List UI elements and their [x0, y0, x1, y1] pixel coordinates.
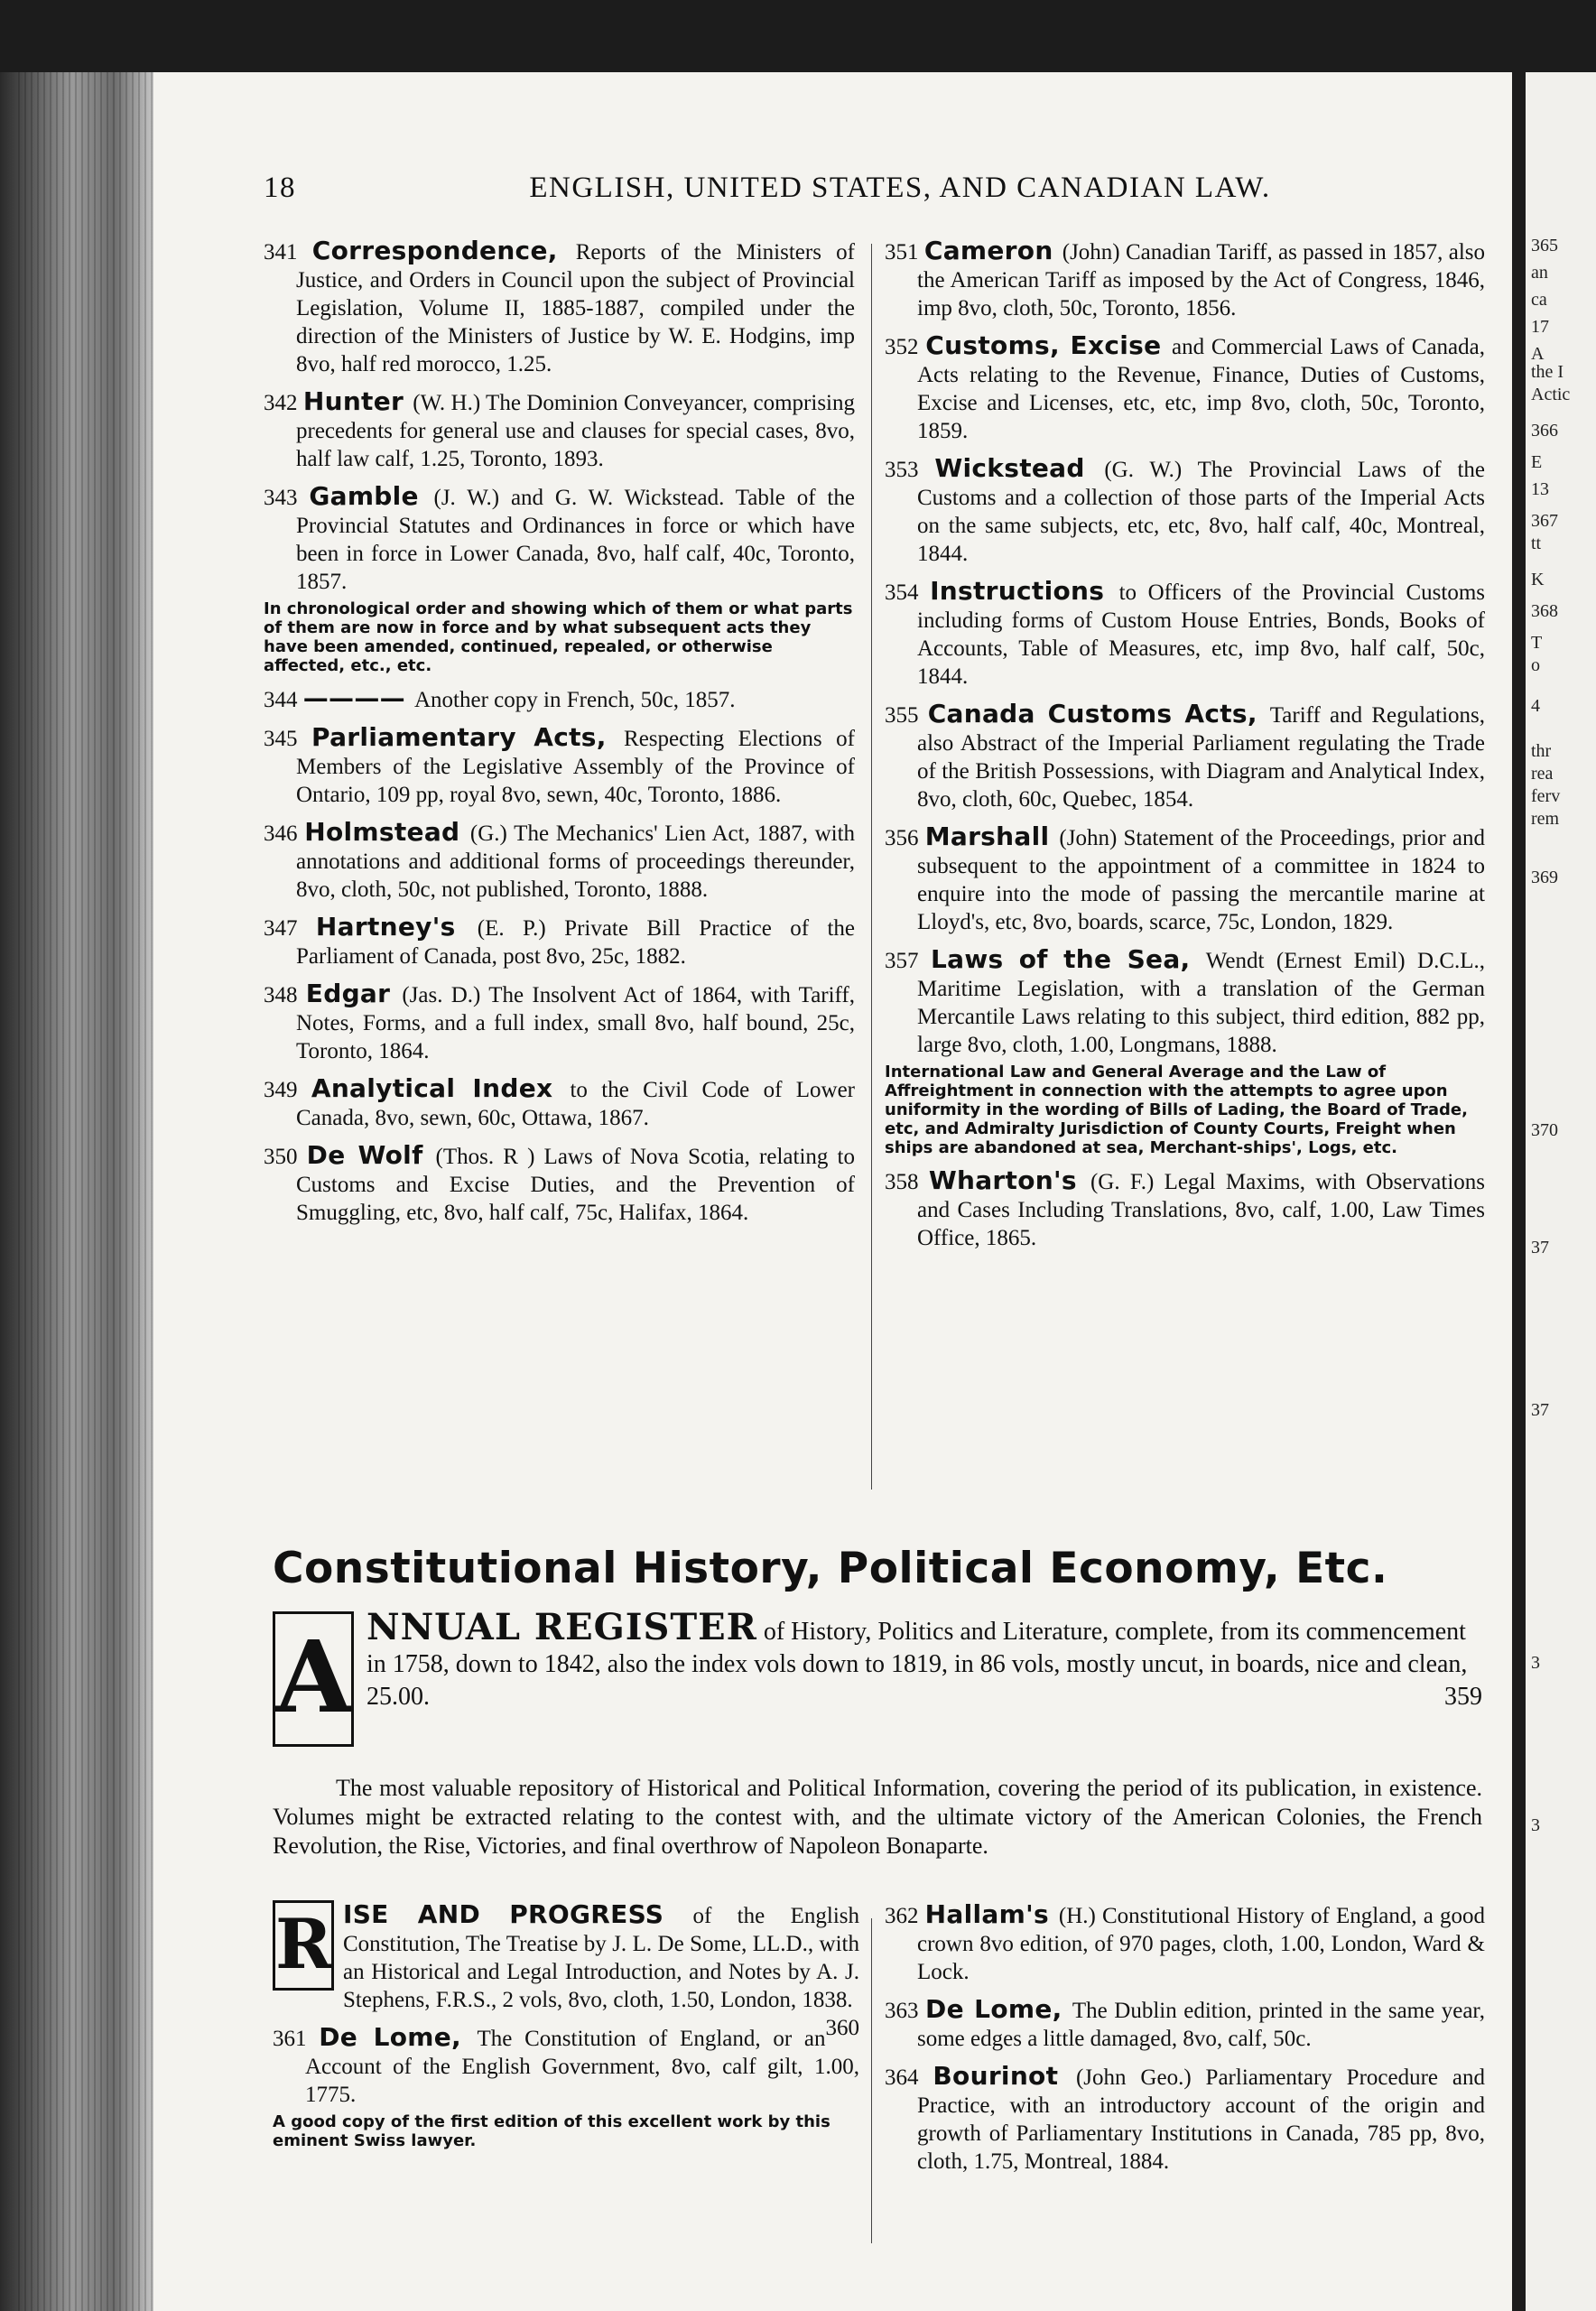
- entry-headword: Hartney's: [315, 912, 478, 942]
- entry-number: 341: [264, 240, 312, 265]
- entry-number: 343: [264, 486, 310, 510]
- entry-headword: Instructions: [930, 576, 1119, 606]
- entry-text: Respecting Elections of Members of the Legislative Assembly of the Province of Ontario, 109 pp, royal 8vo, sewn, 40c, Toronto, 1886.: [296, 727, 856, 807]
- entry-text: (W. H.) The Dominion Conveyancer, comprising precedents for general use and clauses for special cases, 8vo, half law calf, 1.25, Toronto, 1893.: [296, 391, 855, 471]
- dropcap-letter: R: [273, 1900, 334, 1991]
- facing-page-fragment: 368: [1531, 601, 1558, 621]
- catalog-entry: [264, 818, 855, 904]
- entry-headword: Gamble: [309, 481, 434, 511]
- facing-page-fragment: tt: [1531, 534, 1542, 553]
- facing-page-fragment: rem: [1531, 809, 1560, 829]
- catalog-entry: [885, 1900, 1485, 1986]
- facing-page-fragment: 367: [1531, 511, 1558, 531]
- entry-number: 355: [885, 703, 928, 728]
- page-title: ENGLISH, UNITED STATES, AND CANADIAN LAW.: [529, 172, 1271, 204]
- facing-page-fragment: 365: [1531, 236, 1558, 255]
- entry-headword: ————: [302, 683, 414, 713]
- catalog-entry: [264, 684, 855, 714]
- entry-headword: Holmstead: [304, 817, 470, 847]
- catalog-entry: [885, 700, 1485, 813]
- facing-page-fragment: 3: [1531, 1815, 1540, 1835]
- facing-page-fragment: 4: [1531, 696, 1540, 716]
- facing-page-fragment: Actic: [1531, 385, 1571, 404]
- catalog-entry: [885, 1995, 1485, 2053]
- entry-text: (G. W.) The Provincial Laws of the Customs and a collection of those parts of the Imperial Acts on the same subjects, etc, etc, 8vo, half calf, 40c, Montreal, 1844.: [917, 458, 1485, 566]
- entry-number: 352: [885, 335, 926, 359]
- catalog-entry: [264, 979, 855, 1065]
- entry-text: (John) Canadian Tariff, as passed in 1857, also the American Tariff as imposed by the Act of Congress, 1846, imp 8vo, cloth, 50c, Toronto, 1856.: [917, 240, 1485, 320]
- entry-title: NNUAL REGISTER: [367, 1606, 757, 1648]
- catalog-entry: [885, 945, 1485, 1059]
- facing-page-fragment: T: [1531, 633, 1543, 653]
- entry-headword: Hunter: [302, 386, 413, 416]
- book-page: [153, 72, 1512, 2311]
- entry-number: 349: [264, 1078, 311, 1102]
- facing-page-fragment: 37: [1531, 1400, 1549, 1420]
- entry-headword: Cameron: [923, 236, 1062, 265]
- facing-page-fragment: o: [1531, 655, 1540, 675]
- entry-note: In chronological order and showing which of them or what parts of them are now in force and by what subsequent acts they have been amended, continued, repealed, or otherwise affected, etc., etc.: [264, 599, 853, 675]
- entry-number: 351: [885, 240, 924, 265]
- dropcap-letter: A: [273, 1611, 354, 1747]
- facing-page-fragment: 3: [1531, 1653, 1540, 1673]
- entry-number: 358: [885, 1170, 929, 1194]
- facing-page-fragment: an: [1531, 263, 1548, 283]
- facing-page-fragment: ferv: [1531, 786, 1561, 806]
- entry-text: The Dublin edition, printed in the same year, some edges a little damaged, 8vo, calf, 50c.: [917, 1999, 1485, 2051]
- entry-headword: Correspondence,: [311, 236, 576, 265]
- entry-headword: Marshall: [924, 821, 1060, 851]
- facing-page-fragment: thr: [1531, 741, 1552, 761]
- catalog-entry: [885, 454, 1485, 568]
- entry-text: (E. P.) Private Bill Practice of the Parliament of Canada, post 8vo, 25c, 1882.: [296, 916, 856, 969]
- entry-headword: ISE AND PROGRESS: [343, 1899, 693, 1929]
- page-edges: [18, 72, 153, 2311]
- entry-number: 364: [885, 2065, 933, 2090]
- entry-note: A good copy of the first edition of this excellent work by this eminent Swiss lawyer.: [273, 2112, 830, 2150]
- entry-number: 342: [264, 391, 303, 415]
- catalog-entry: [885, 577, 1485, 691]
- entry-text: Another copy in French, 50c, 1857.: [414, 688, 736, 712]
- entry-text: Tariff and Regulations, also Abstract of the Imperial Parliament regulating the Trade of the British Possessions, with Diagram and Analytical Index, 8vo, cloth, 60c, Quebec, 1854.: [917, 703, 1486, 812]
- catalog-entry: [885, 1166, 1485, 1252]
- entry-number: 353: [885, 458, 935, 482]
- facing-page-fragment: K: [1531, 570, 1545, 589]
- lower-right-column: [885, 1900, 1485, 2185]
- annual-register-entry: [273, 1606, 1482, 1747]
- facing-page-fragment: ca: [1531, 290, 1547, 310]
- entry-text: of History, Politics and Literature, complete, from its commencement in 1758, down to 1842, also the index vols down to 1819, in 86 vols, mostly uncut, in boards, nice and clean, 25.00.: [367, 1618, 1468, 1711]
- entry-headword: Bourinot: [933, 2061, 1076, 2091]
- lot-number: 359: [1444, 1683, 1482, 1711]
- entry-text: (Thos. R ) Laws of Nova Scotia, relating to Customs and Excise Duties, and the Prevention of Smuggling, etc, 8vo, half calf, 75c, Halifax, 1864.: [296, 1145, 855, 1225]
- catalog-entry: [264, 723, 855, 809]
- entry-number: 357: [885, 949, 931, 973]
- lower-left-column: [273, 1900, 859, 2159]
- entry-headword: Wharton's: [928, 1165, 1090, 1195]
- lot-number: 360: [825, 2016, 859, 2040]
- entry-text: The Constitution of England, or an Account of the English Government, 8vo, calf gilt, 1.00, 1775.: [305, 2027, 859, 2107]
- entry-number: 350: [264, 1145, 307, 1169]
- facing-page-fragment: 37: [1531, 1238, 1549, 1258]
- entry-text: Reports of the Ministers of Justice, and Orders in Council upon the subject of Provincial Legislation, Volume II, 1885-1887, compiled under the direction of the Ministers of Justice by W. E. Hodgins, imp 8vo, half red morocco, 1.25.: [296, 240, 855, 376]
- entry-text: (John Geo.) Parliamentary Procedure and Practice, with an introductory account of the origin and growth of Parliamentary Institutions in Canada, 785 pp, 8vo, cloth, 1.75, Montreal, 1884.: [917, 2065, 1486, 2174]
- entry-number: 354: [885, 580, 931, 605]
- facing-page-fragment: rea: [1531, 764, 1554, 784]
- entry-number: 345: [264, 727, 312, 751]
- page-number: 18: [264, 172, 296, 204]
- entry-headword: Customs, Excise: [925, 330, 1172, 360]
- entry-text: (J. W.) and G. W. Wickstead. Table of the Provincial Statutes and Ordinances in force or which have been in force in Lower Canada, 8vo, half calf, 40c, Toronto, 1857.: [296, 486, 855, 594]
- entry-number: 347: [264, 916, 316, 941]
- catalog-entry: [264, 237, 855, 378]
- entry-headword: Edgar: [305, 979, 403, 1008]
- entry-text: (Jas. D.) The Insolvent Act of 1864, with Tariff, Notes, Forms, and a full index, small 8vo, half bound, 25c, Toronto, 1864.: [296, 983, 856, 1063]
- entry-headword: Hallam's: [924, 1899, 1059, 1929]
- entry-text: and Commercial Laws of Canada, Acts relating to the Revenue, Finance, Duties of Customs, Excise and Licenses, etc, etc, imp 8vo, cloth, 50c, Toronto, 1859.: [917, 335, 1485, 443]
- facing-page-fragment: 17: [1531, 317, 1549, 337]
- entry-text: to the Civil Code of Lower Canada, 8vo, sewn, 60c, Ottawa, 1867.: [296, 1078, 856, 1130]
- facing-page-fragment: E: [1531, 452, 1543, 472]
- entry-note: International Law and General Average and the Law of Affreightment in connection with the attempts to agree upon uniformity in the wording of Bills of Lading, the Board of Trade, etc, and Admiralty Jurisdiction of County Courts, Freight when ships are abandoned at sea, Merchant-ships', Logs, etc.: [885, 1063, 1468, 1157]
- entry-text: to Officers of the Provincial Customs including forms of Custom House Entries, Bonds, Books of Accounts, Table of Measures, etc, imp 8vo, half calf, 50c, 1844.: [917, 580, 1485, 689]
- column-divider-lower: [871, 1918, 872, 2243]
- facing-page-fragment: the I: [1531, 362, 1564, 382]
- left-column: [264, 237, 855, 1236]
- entry-number: 361: [273, 2027, 320, 2051]
- catalog-entry: [273, 2023, 859, 2109]
- catalog-entry: [264, 913, 855, 970]
- entry-text: (G.) The Mechanics' Lien Act, 1887, with annotations and additional forms of proceedings thereunder, 8vo, cloth, 50c, not published, Toronto, 1888.: [296, 821, 856, 902]
- entry-text: (John) Statement of the Proceedings, prior and subsequent to the appointment of a committee in 1824 to enquire into the mode of passing the mercantile marine at Lloyd's, etc, 8vo, boards, scarce, 75c, London, 1829.: [917, 826, 1486, 934]
- column-divider: [871, 244, 872, 1490]
- entry-headword: Parliamentary Acts,: [311, 722, 625, 752]
- section-heading: Constitutional History, Political Economy, Etc.: [273, 1544, 1388, 1593]
- catalog-entry: [885, 237, 1485, 322]
- facing-page-fragment: 369: [1531, 868, 1558, 887]
- entry-number: 362: [885, 1904, 925, 1928]
- entry-number: 356: [885, 826, 925, 850]
- entry-number: 348: [264, 983, 306, 1007]
- entry-number: 344: [264, 688, 303, 712]
- page-header: [264, 162, 1464, 217]
- catalog-entry: [264, 1074, 855, 1132]
- entry-headword: De Wolf: [306, 1140, 436, 1170]
- right-column: [885, 237, 1485, 1261]
- entry-number: 363: [885, 1999, 926, 2023]
- entry-text: of the English Constitution, The Treatise by J. L. De Some, LL.D., with an Historical and Legal Introduction, and Notes by A. J. Stephens, F.R.S., 2 vols, 8vo, cloth, 1.50, London, 1838.: [343, 1904, 859, 2012]
- entry-number: 346: [264, 821, 305, 846]
- entry-text: (G. F.) Legal Maxims, with Observations and Cases Including Translations, 8vo, calf, 1.00, Law Times Office, 1865.: [917, 1170, 1486, 1250]
- catalog-entry: [885, 822, 1485, 936]
- entry-headword: Analytical Index: [311, 1073, 571, 1103]
- catalog-entry: [264, 1141, 855, 1227]
- facing-page-fragment: 366: [1531, 421, 1558, 441]
- catalog-entry: [885, 2062, 1485, 2176]
- catalog-entry: [264, 482, 855, 596]
- entry-headword: Laws of the Sea,: [931, 944, 1206, 974]
- facing-page-fragment: A: [1531, 344, 1545, 364]
- facing-page-fragment: 13: [1531, 479, 1549, 499]
- entry-headword: Canada Customs Acts,: [927, 699, 1270, 729]
- entry-text: (H.) Constitutional History of England, a good crown 8vo edition, of 970 pages, cloth, 1.00, London, Ward & Lock.: [917, 1904, 1485, 1984]
- entry-headword: De Lome,: [925, 1994, 1072, 2024]
- entry-headword: De Lome,: [319, 2022, 478, 2052]
- entry-description: The most valuable repository of Historical and Political Information, covering the period of its publication, in existence. Volumes might be extracted relating to the contest with, and the ultimate victory of the American Colonies, the French Revolution, the Rise, Victories, and final overthrow of Napoleon Bonaparte.: [273, 1775, 1482, 1859]
- entry-headword: Wickstead: [934, 453, 1105, 483]
- entry-text: Wendt (Ernest Emil) D.C.L., Maritime Legislation, with a translation of the German Mercantile Laws relating to this subject, third edition, 882 pp, large 8vo, cloth, 1.00, Longmans, 1888.: [917, 949, 1486, 1057]
- facing-page-edge: [1526, 72, 1596, 2311]
- catalog-entry: [264, 387, 855, 473]
- facing-page-fragment: 370: [1531, 1120, 1558, 1140]
- catalog-entry: [885, 331, 1485, 445]
